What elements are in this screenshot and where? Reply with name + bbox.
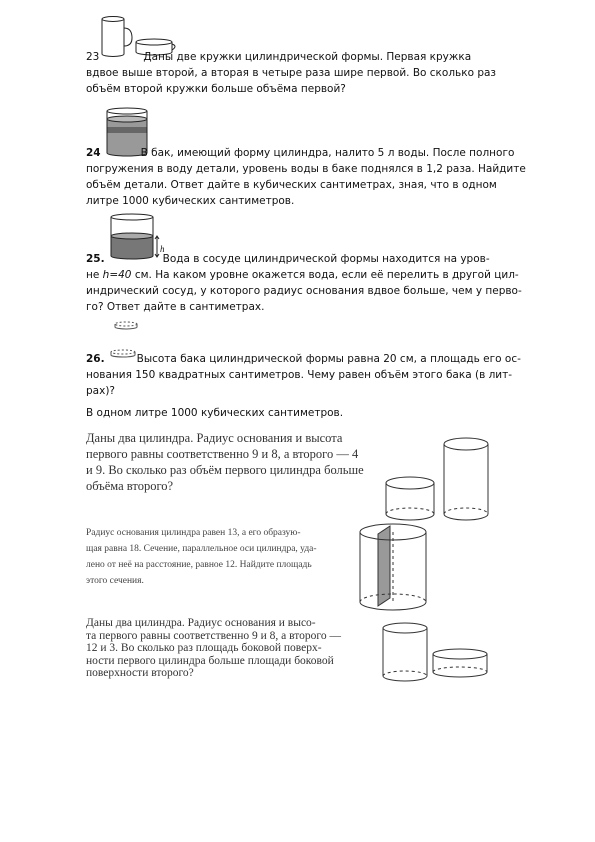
problem-25-line-4: го? Ответ дайте в сантиметрах. [86,301,265,313]
problem-26-line-2: нования 150 квадратных сантиметров. Чему равен объём этого бака (в лит- [86,369,513,381]
problem-23-line-3: объём второй кружки больше объёма первой? [86,83,346,95]
problem-26-text-1: Высота бака цилиндрической формы равна 20 см, а площадь его ос- [136,353,521,365]
scan-problem-2-line-2: щая равна 18. Сечение, параллельное оси цилиндра, уда- [86,544,317,554]
problem-26-line-3: рах)? [86,385,115,397]
problem-25-text-2: см. На каком уровне окажется вода, если её перелить в другой цил- [134,269,519,281]
scan-problem-3-line-2: та первого равны соответственно 9 и 8, а второго — [86,629,341,642]
problem-24-line-3: объём детали. Ответ дайте в кубических сантиметрах, зная, что в одном [86,179,497,191]
scan-problem-3-line-3: 12 и 3. Во сколько раз площадь боковой поверх- [86,642,322,654]
problem-24 [86,145,556,209]
problem-25-line-2 [86,267,556,283]
scan-problem-1-line-1: Даны два цилиндра. Радиус основания и высота [86,431,343,445]
problem-23 [86,49,546,97]
vessel-h-label: h [160,244,165,254]
problem-24-line-1 [86,145,556,161]
problem-26-line-1 [86,351,556,367]
problem-25 [86,251,556,315]
problem-24-number: 24 [86,147,101,159]
two-cylinders-figure-1 [382,432,502,524]
problem-25-prefix: не [86,269,103,281]
scan-problem-1-line-2: первого равны соответственно 9 и 8, а второго — 4 [86,447,359,461]
scan-problem-2-line-3: лено от неё на расстояние, равное 12. Найдите площадь [86,560,312,570]
liter-note: В одном литре 1000 кубических сантиметров. [86,407,344,419]
problem-25-h-value: h=40 [102,269,132,281]
problem-24-line-4: литре 1000 кубических сантиметров. [86,195,295,207]
scan-problem-2 [86,525,356,589]
scan-problem-3 [86,617,376,680]
scan-problem-1 [86,430,386,494]
problem-26-number: 26. [86,353,105,365]
scan-problem-2-line-1: Радиус основания цилиндра равен 13, а его образую- [86,528,301,538]
problem-25-line-3: индрический сосуд, у которого радиус основания вдвое больше, чем у перво- [86,285,522,297]
scan-problem-2-line-4: этого сечения. [86,576,144,586]
problem-23-text-1: Даны две кружки цилиндрической формы. Первая кружка [143,51,472,63]
problem-23-number: 23 [86,51,100,63]
problem-24-text-1: В бак, имеющий форму цилиндра, налито 5 л воды. После полного [140,147,515,159]
scan-problem-1-line-4: объёма второго? [86,479,174,493]
scan-problem-3-line-4: ности первого цилиндра больше площади боковой [86,654,334,667]
flat-tank-figure-top [112,321,140,331]
scan-problem-1-line-3: и 9. Во сколько раз объём первого цилиндра больше [86,463,364,477]
problem-24-line-2: погружения в воду детали, уровень воды в баке поднялся в 1,2 раза. Найдите [86,163,526,175]
problem-23-line-1 [86,49,546,65]
problem-25-number: 25. [86,253,105,265]
problem-26 [86,351,556,399]
two-cylinders-figure-2 [380,618,492,684]
scan-problem-3-line-5: поверхности второго? [86,667,194,679]
problem-25-line-1 [86,251,556,267]
scan-problem-3-line-1: Даны два цилиндра. Радиус основания и высо- [86,617,316,629]
problem-23-line-2: вдвое выше второй, а вторая в четыре раза шире первой. Во сколько раз [86,67,497,79]
cylinder-section-figure [356,522,432,614]
problem-25-text-1: Вода в сосуде цилиндрической формы находится на уров- [162,253,490,265]
